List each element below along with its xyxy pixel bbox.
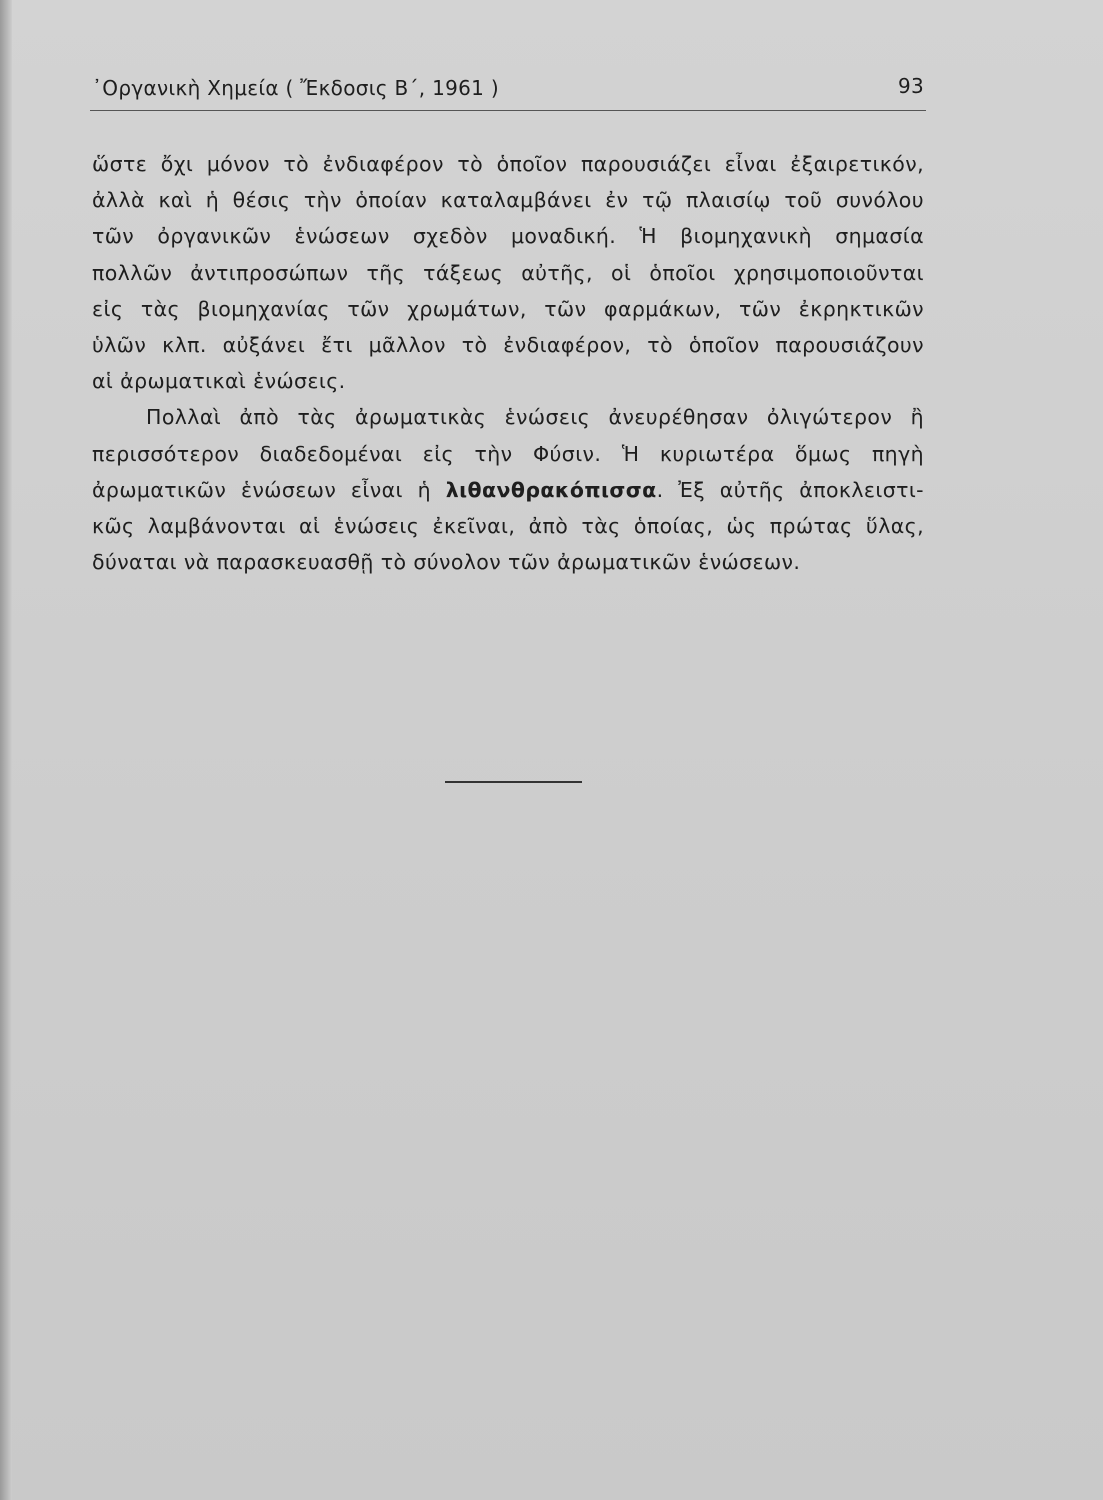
- text-segment: ἀρωματικῶν ἑνώσεων εἶναι ἡ: [92, 477, 446, 502]
- section-end-rule: [445, 781, 582, 783]
- running-title: ᾿Οργανικὴ Χημεία ( Ἔκδοσις Β΄, 1961 ): [92, 76, 499, 100]
- emphasized-term: λιθανθρακόπισσα: [445, 477, 657, 502]
- text-line: δύναται νὰ παρασκευασθῇ τὸ σύνολον τῶν ἀρωματικῶν ἑνώσεων.: [92, 550, 801, 575]
- page-number: 93: [897, 74, 924, 98]
- text-line: ἀλλὰ καὶ ἡ θέσις τὴν ὁποίαν καταλαμβάνει ἐν τῷ πλαισίῳ τοῦ συνόλου: [92, 188, 924, 213]
- text-line: κῶς λαμβάνονται αἱ ἑνώσεις ἐκεῖναι, ἀπὸ τὰς ὁποίας, ὡς πρώτας ὕλας,: [92, 513, 924, 538]
- paragraph-2: [92, 399, 924, 580]
- text-line: Πολλαὶ ἀπὸ τὰς ἀρωματικὰς ἑνώσεις ἀνευρέθησαν ὀλιγώτερον ἢ: [146, 405, 924, 430]
- text-line: ὑλῶν κλπ. αὐξάνει ἔτι μᾶλλον τὸ ἐνδιαφέρον, τὸ ὁποῖον παρουσιάζουν: [92, 332, 924, 357]
- text-line: εἰς τὰς βιομηχανίας τῶν χρωμάτων, τῶν φαρμάκων, τῶν ἐκρηκτικῶν: [92, 296, 924, 321]
- text-segment: . Ἐξ αὐτῆς ἀποκλειστι-: [656, 477, 924, 502]
- text-line: περισσότερον διαδεδομέναι εἰς τὴν Φύσιν. Ἡ κυριωτέρα ὅμως πηγὴ: [92, 441, 924, 466]
- page-binding-edge: [0, 0, 12, 1500]
- paragraph-1: [92, 146, 924, 399]
- text-line: τῶν ὀργανικῶν ἑνώσεων σχεδὸν μοναδική. Ἡ βιομηχανικὴ σημασία: [92, 224, 924, 249]
- body-text: [92, 146, 924, 580]
- header-rule: [90, 110, 926, 111]
- text-line: ὥστε ὄχι μόνον τὸ ἐνδιαφέρον τὸ ὁποῖον παρουσιάζει εἶναι ἐξαιρετικόν,: [92, 152, 924, 176]
- text-line: [92, 472, 924, 508]
- text-line: αἱ ἀρωματικαὶ ἑνώσεις.: [92, 369, 346, 394]
- running-header: [92, 76, 924, 106]
- text-line: πολλῶν ἀντιπροσώπων τῆς τάξεως αὐτῆς, οἱ ὁποῖοι χρησιμοποιοῦνται: [92, 260, 924, 285]
